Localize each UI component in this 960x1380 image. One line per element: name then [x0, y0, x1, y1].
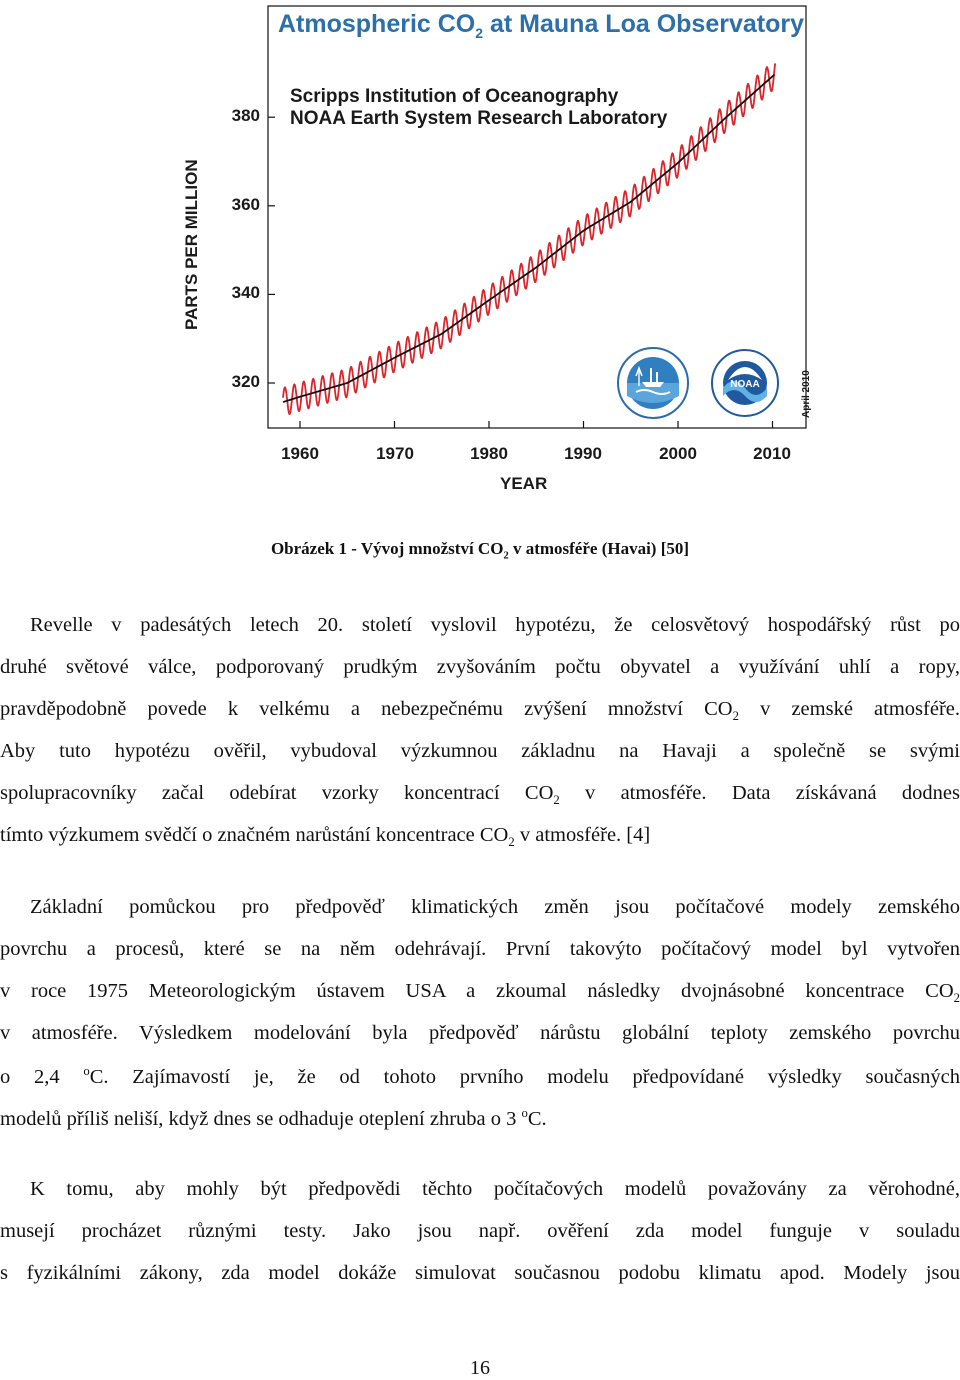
x-tick-label: 1960 [281, 444, 319, 463]
page-number: 16 [470, 1357, 490, 1379]
y-axis-label: PARTS PER MILLION [182, 159, 201, 330]
text-line: Základní pomůckou pro předpověď klimatických změn jsou počítačové modely zemského [30, 896, 960, 918]
text-line: K tomu, aby mohly být předpovědi těchto počítačových modelů považovány za věrohodné, [30, 1178, 960, 1200]
x-tick-label: 1980 [470, 444, 508, 463]
noaa-logo-icon [710, 348, 780, 418]
co2-chart [170, 0, 830, 505]
x-tick-label: 2000 [659, 444, 697, 463]
y-tick-label: 380 [231, 106, 260, 125]
svg-text:NOAA: NOAA [730, 379, 760, 390]
scripps-logo-icon [616, 346, 690, 420]
text-line: Revelle v padesátých letech 20. století vyslovil hypotézu, že celosvětový hospodářský růst po [30, 614, 960, 636]
y-tick-label: 360 [231, 195, 260, 214]
x-tick-label: 1990 [564, 444, 602, 463]
text-line: povrchu a procesů, které se na něm odehrávají. První takovýto počítačový model byl vytvořen [0, 938, 960, 960]
text-line: v atmosféře. Výsledkem modelování byla předpověď nárůstu globální teploty zemského povrchu [0, 1022, 960, 1044]
text-line: v roce 1975 Meteorologickým ústavem USA a zkoumal následky dvojnásobné koncentrace $CO_2$ [0, 980, 960, 1006]
chart-plot-area [170, 0, 830, 505]
y-tick-label: 320 [231, 372, 260, 391]
text-line: pravděpodobně povede k velkému a nebezpečnému zvýšení množství $CO_2$ v zemské atmosféře. [0, 698, 960, 724]
institution-noaa: NOAA Earth System Research Laboratory [290, 108, 668, 129]
date-note: April 2010 [801, 370, 812, 418]
y-tick-label: 340 [231, 283, 260, 302]
x-tick-label: 1970 [376, 444, 414, 463]
institution-scripps: Scripps Institution of Oceanography [290, 86, 619, 107]
text-line: tímto výzkumem svědčí o značném narůstání koncentrace $CO_2$ v atmosféře. [4] [0, 824, 651, 850]
chart-title: Atmospheric $CO_2$ at Mauna Loa Observatory [278, 10, 804, 41]
text-line: musejí procházet různými testy. Jako jsou např. ověření zda model funguje v souladu [0, 1220, 960, 1242]
figure-caption: Obrázek 1 - Vývoj množství $CO_2$ v atmosféře (Havai) [50] [270, 539, 690, 562]
text-line: o 2,4 $^o$C. Zajímavostí je, že od tohoto prvního modelu předpovídané výsledky současných [0, 1064, 960, 1088]
text-line: modelů příliš neliší, když dnes se odhaduje oteplení zhruba o 3 $^o$C. [0, 1106, 547, 1130]
text-line: spolupracovníky začal odebírat vzorky koncentrací $CO_2$ v atmosféře. Data získávaná dodnes [0, 782, 960, 808]
x-axis-label: YEAR [500, 474, 548, 493]
text-line: druhé světové válce, podporovaný prudkým zvyšováním počtu obyvatel a využívání uhlí a ropy, [0, 656, 960, 678]
text-line: s fyzikálními zákony, zda model dokáže simulovat současnou podobu klimatu apod. Modely jsou [0, 1262, 960, 1284]
x-tick-label: 2010 [753, 444, 791, 463]
text-line: Aby tuto hypotézu ověřil, vybudoval výzkumnou základnu na Havaji a společně se svými [0, 740, 960, 762]
